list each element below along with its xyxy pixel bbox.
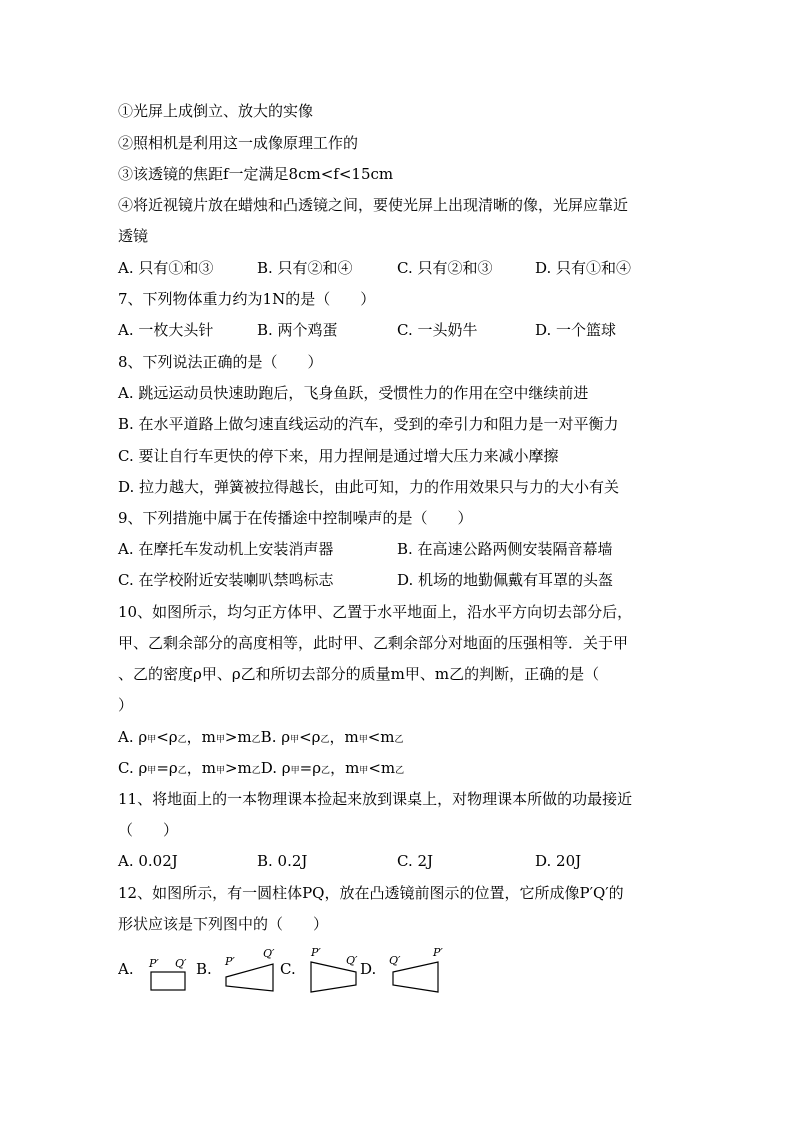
q9-option-a: A. 在摩托车发动机上安装消声器 [118, 540, 334, 558]
q12-c-p-label: P′ [311, 946, 321, 959]
q9-option-d: D. 机场的地勤佩戴有耳罩的头盔 [397, 571, 614, 589]
q10-options-cd: C. ρ甲=ρ乙，m甲>m乙D. ρ甲=ρ乙，m甲<m乙 [118, 759, 405, 777]
q12-option-c-label: C. [280, 960, 296, 978]
q12-d-p-label: P′ [433, 946, 443, 959]
q6-statement-4-cont: 透镜 [118, 227, 149, 245]
q12-option-b-label: B. [196, 960, 212, 978]
q6-option-b: B. 只有②和④ [257, 259, 353, 277]
q12-option-a-label: A. [118, 960, 134, 978]
q7-option-d: D. 一个篮球 [535, 321, 617, 339]
q12-c-q-label: Q′ [346, 954, 358, 967]
q11-option-a: A. 0.02J [118, 852, 178, 870]
q7-option-c: C. 一头奶牛 [397, 321, 478, 339]
q12-a-p-label: P′ [149, 957, 159, 970]
q6-option-c: C. 只有②和③ [397, 259, 493, 277]
q6-option-d: D. 只有①和④ [535, 259, 632, 277]
q8-stem: 8、下列说法正确的是（ ） [118, 353, 323, 371]
q10-stem-line-1: 10、如图所示，均匀正方体甲、乙置于水平地面上，沿水平方向切去部分后， [118, 603, 633, 621]
q11-option-d: D. 20J [535, 852, 582, 870]
q8-option-b: B. 在水平道路上做匀速直线运动的汽车，受到的牵引力和阻力是一对平衡力 [118, 415, 619, 433]
q12-b-p-label: P′ [225, 955, 235, 968]
q9-stem: 9、下列措施中属于在传播途中控制噪声的是（ ） [118, 509, 473, 527]
q6-statement-2: ②照相机是利用这一成像原理工作的 [118, 134, 359, 152]
q8-option-a: A. 跳远运动员快速助跑后，飞身鱼跃，受惯性力的作用在空中继续前进 [118, 384, 589, 402]
q6-statement-4: ④将近视镜片放在蜡烛和凸透镜之间，要使光屏上出现清晰的像，光屏应靠近 [118, 196, 629, 214]
q12-b-trapezoid-shape [226, 964, 273, 991]
q9-option-c: C. 在学校附近安装喇叭禁鸣标志 [118, 571, 334, 589]
q12-stem-line-1: 12、如图所示，有一圆柱体PQ，放在凸透镜前图示的位置，它所成像P′Q′的 [118, 884, 624, 902]
q12-answer-figures [118, 942, 458, 1002]
q6-statement-3: ③该透镜的焦距f一定满足8cm<f<15cm [118, 165, 394, 183]
q12-option-d-label: D. [360, 960, 377, 978]
q12-b-q-label: Q′ [263, 947, 275, 960]
q12-a-q-label: Q′ [175, 957, 187, 970]
q12-d-q-label: Q′ [389, 954, 401, 967]
q11-stem-line-2: （ ） [118, 821, 179, 839]
q11-stem-line-1: 11、将地面上的一本物理课本捡起来放到课桌上，对物理课本所做的功最接近 [118, 790, 633, 808]
q12-a-rectangle-shape [151, 972, 185, 990]
q9-option-b: B. 在高速公路两侧安装隔音幕墙 [397, 540, 613, 558]
q8-option-c: C. 要让自行车更快的停下来，用力捏闸是通过增大压力来减小摩擦 [118, 447, 559, 465]
q11-option-c: C. 2J [397, 852, 434, 870]
q7-stem: 7、下列物体重力约为1N的是（ ） [118, 290, 376, 308]
q10-stem-line-3: 、乙的密度ρ甲、ρ乙和所切去部分的质量m甲、m乙的判断，正确的是（ [118, 665, 600, 683]
q11-option-b: B. 0.2J [257, 852, 308, 870]
q6-statement-1: ①光屏上成倒立、放大的实像 [118, 102, 314, 120]
q10-stem-line-2: 甲、乙剩余部分的高度相等，此时甲、乙剩余部分对地面的压强相等．关于甲 [118, 634, 629, 652]
q6-option-a: A. 只有①和③ [118, 259, 214, 277]
q8-option-d: D. 拉力越大，弹簧被拉得越长，由此可知，力的作用效果只与力的大小有关 [118, 478, 620, 496]
q7-option-b: B. 两个鸡蛋 [257, 321, 338, 339]
q10-stem-line-4: ） [118, 696, 134, 714]
q12-stem-line-2: 形状应该是下列图中的（ ） [118, 915, 329, 933]
q10-options-ab: A. ρ甲<ρ乙，m甲>m乙B. ρ甲<ρ乙，m甲<m乙 [118, 728, 404, 746]
q7-option-a: A. 一枚大头针 [118, 321, 214, 339]
